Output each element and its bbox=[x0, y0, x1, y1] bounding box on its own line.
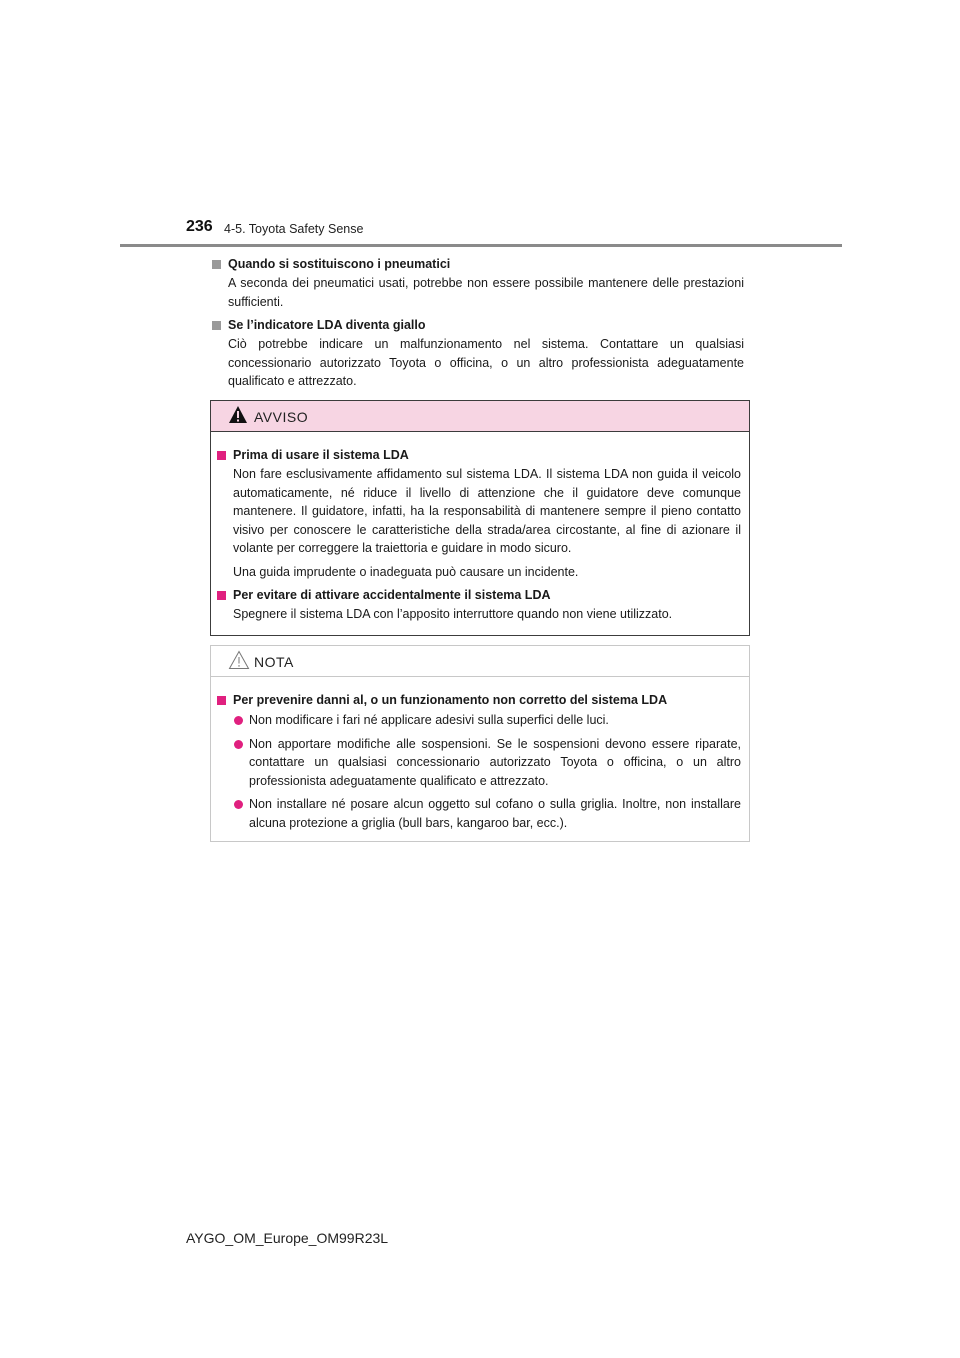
warning-heading-before-use: Prima di usare il sistema LDA bbox=[217, 446, 741, 464]
section-heading-lda-yellow: Se l’indicatore LDA diventa giallo bbox=[212, 316, 744, 334]
section-title: 4-5. Toyota Safety Sense bbox=[224, 222, 364, 236]
circle-bullet-icon bbox=[234, 740, 243, 749]
list-item: Non modificare i fari né applicare adesivi sulla superfici delle luci. bbox=[217, 711, 741, 730]
list-item: Non apportare modifiche alle sospensioni. Se le sospensioni devono essere riparate, contattare un qualsiasi concessionario autorizzato Toyota o officina, o un altro professionista adeguatamente qualificato e attrezzato. bbox=[217, 735, 741, 791]
page-number: 236 bbox=[186, 218, 213, 235]
square-bullet-icon bbox=[212, 321, 221, 330]
section-heading-tyres: Quando si sostituiscono i pneumatici bbox=[212, 255, 744, 273]
circle-bullet-icon bbox=[234, 800, 243, 809]
warning-heading-accidental: Per evitare di attivare accidentalmente il sistema LDA bbox=[217, 586, 741, 604]
square-bullet-icon bbox=[217, 451, 226, 460]
caution-outline-triangle-icon bbox=[228, 650, 250, 670]
note-heading: Per prevenire danni al, o un funzionamento non corretto del sistema LDA bbox=[217, 691, 741, 709]
warning-text: Non fare esclusivamente affidamento sul sistema LDA. Il sistema LDA non guida il veicolo automaticamente, né riduce il livello di attenzione che il guidatore deve comunque mantenere. Il guidatore, infatti, ha la responsabilità di mantenere sempre il pieno contatto visivo per conoscere le caratteristiche della strada/area circostante, al fine di azionare il volante per correggere la traiettoria e guidare in modo sicuro. bbox=[233, 467, 741, 555]
main-content bbox=[212, 253, 744, 396]
square-bullet-icon bbox=[212, 260, 221, 269]
warning-triangle-icon bbox=[228, 405, 248, 424]
note-label: NOTA bbox=[254, 654, 294, 670]
document-code: AYGO_OM_Europe_OM99R23L bbox=[186, 1230, 389, 1246]
note-header bbox=[211, 646, 749, 677]
note-body bbox=[211, 677, 749, 832]
warning-body bbox=[211, 432, 749, 624]
warning-text: Una guida imprudente o inadeguata può causare un incidente. bbox=[233, 564, 579, 579]
square-bullet-icon bbox=[217, 696, 226, 705]
header-rule bbox=[120, 244, 842, 247]
warning-text: Spegnere il sistema LDA con l’apposito interruttore quando non viene utilizzato. bbox=[233, 607, 673, 621]
warning-box bbox=[210, 400, 750, 636]
square-bullet-icon bbox=[217, 591, 226, 600]
circle-bullet-icon bbox=[234, 716, 243, 725]
list-item: Non installare né posare alcun oggetto sul cofano o sulla griglia. Inoltre, non installare alcuna protezione a griglia (bull bars, kangaroo bar, ecc.). bbox=[217, 795, 741, 832]
note-box bbox=[210, 645, 750, 842]
section-text-tyres: A seconda dei pneumatici usati, potrebbe non essere possibile mantenere delle prestazioni sufficienti. bbox=[228, 276, 744, 309]
warning-label: AVVISO bbox=[254, 409, 309, 425]
warning-header bbox=[211, 401, 749, 432]
section-text-lda-yellow: Ciò potrebbe indicare un malfunzionamento nel sistema. Contattare un qualsiasi concessionario autorizzato Toyota o officina, o un altro professionista adeguatamente qualificato e attrezzato. bbox=[228, 337, 744, 388]
